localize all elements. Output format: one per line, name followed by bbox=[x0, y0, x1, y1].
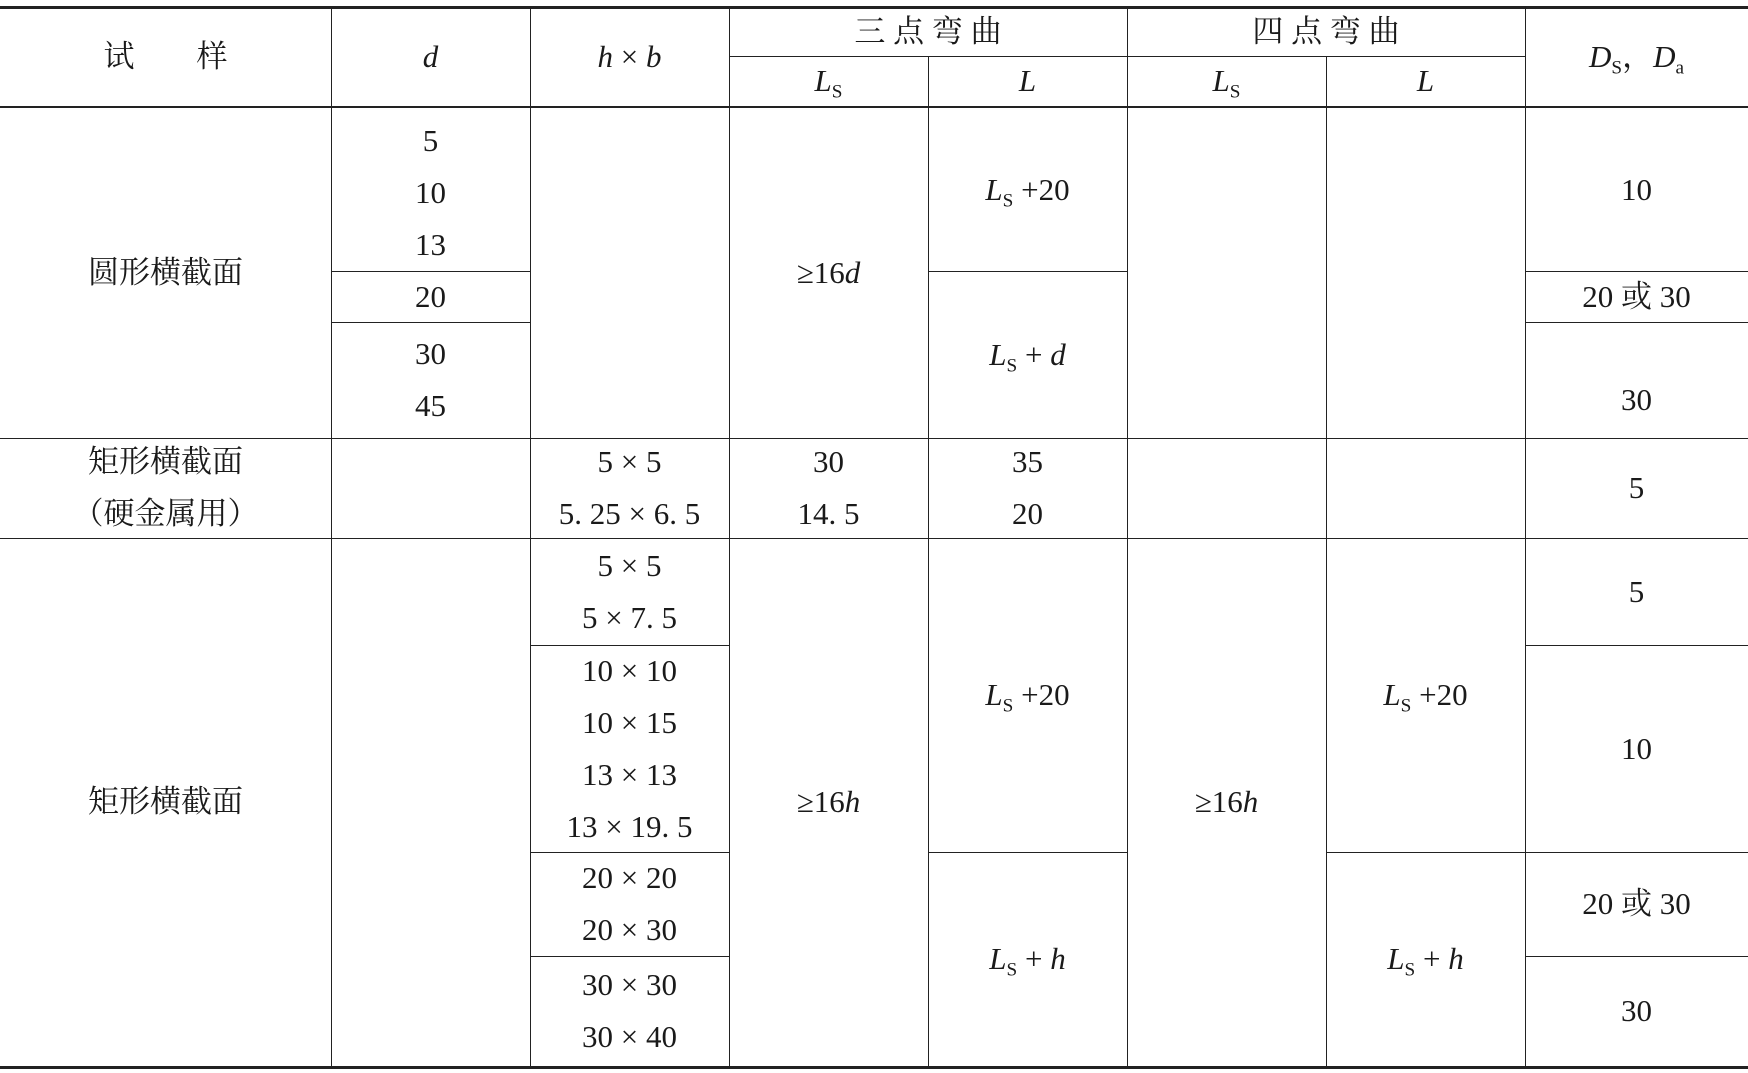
rect-hxb-group-3: 20 × 20 20 × 30 bbox=[582, 860, 677, 947]
header-four-L: L bbox=[1416, 63, 1435, 98]
rect-four-L-1: $L_S +20$ bbox=[1383, 677, 1468, 717]
round-d-group-1: 5 10 13 bbox=[415, 123, 446, 262]
rect-dsda-1: 5 bbox=[1628, 573, 1645, 609]
rect-four-ls: ≥16h bbox=[1194, 784, 1259, 819]
header-three-point-bending: 三 点 弯 曲 bbox=[854, 14, 1002, 49]
header-sample: 试 样 bbox=[103, 39, 228, 74]
rect-hxb-group-4: 30 × 30 30 × 40 bbox=[582, 967, 677, 1054]
round-dsda-3: 30 bbox=[1621, 382, 1652, 417]
header-d: d bbox=[422, 39, 439, 74]
round-d-group-2: 20 bbox=[415, 278, 446, 314]
round-dsda-2: 20 或 30 bbox=[1582, 278, 1691, 314]
rect-three-L-1: $L_S +20$ bbox=[985, 677, 1070, 717]
header-four-ls: $L_S$ bbox=[1212, 63, 1241, 103]
header-three-ls: $L_S$ bbox=[814, 63, 843, 103]
round-three-L-2: $L_S + d$ bbox=[989, 336, 1066, 377]
rect-hxb-group-2: 10 × 10 10 × 15 13 × 13 13 × 19. 5 bbox=[566, 652, 693, 844]
rect-hard-three-ls: 30 14. 5 bbox=[797, 444, 860, 531]
rect-hxb-group-1: 5 × 5 5 × 7. 5 bbox=[582, 547, 677, 635]
rect-dsda-2: 10 bbox=[1621, 730, 1652, 766]
round-three-ls: ≥16d bbox=[796, 255, 861, 290]
header-four-point-bending: 四 点 弯 曲 bbox=[1252, 14, 1400, 49]
header-ds-da: $D_S$，$D_a$ bbox=[1589, 39, 1684, 79]
rect-hard-label: 矩形横截面 （硬金属用） bbox=[72, 444, 259, 531]
rect-dsda-4: 30 bbox=[1621, 993, 1652, 1028]
round-three-L-1: $L_S +20$ bbox=[985, 171, 1070, 212]
header-h-by-b: h × b bbox=[597, 39, 662, 74]
rect-hard-three-L: 35 20 bbox=[1012, 444, 1043, 531]
rect-three-ls: ≥16h bbox=[796, 784, 861, 819]
rect-label: 矩形横截面 bbox=[88, 784, 243, 819]
round-d-group-3: 30 45 bbox=[415, 336, 446, 423]
round-label: 圆形横截面 bbox=[88, 255, 243, 290]
rect-hard-dsda: 5 bbox=[1628, 470, 1645, 505]
rect-hard-hxb: 5 × 5 5. 25 × 6. 5 bbox=[558, 444, 701, 531]
header-three-L: L bbox=[1018, 63, 1037, 98]
rect-three-L-2: $L_S + h$ bbox=[989, 941, 1066, 981]
table-bottom-rule bbox=[0, 1066, 1748, 1069]
rect-four-L-2: $L_S + h$ bbox=[1387, 941, 1464, 981]
round-dsda-1: 10 bbox=[1621, 171, 1652, 207]
rect-dsda-3: 20 或 30 bbox=[1582, 886, 1691, 921]
